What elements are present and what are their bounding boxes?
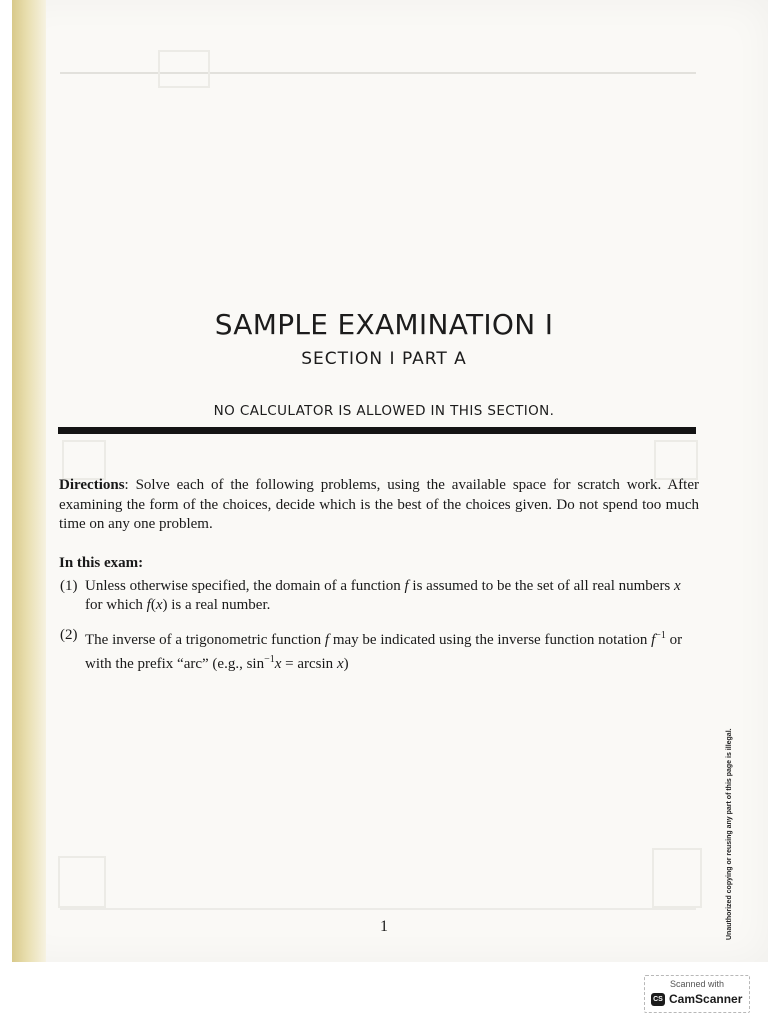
bleed-through-box (158, 50, 210, 88)
calculator-notice: NO CALCULATOR IS ALLOWED IN THIS SECTION. (213, 403, 555, 419)
bleed-through-box (62, 440, 106, 480)
watermark-caption: Scanned with (669, 979, 725, 989)
bleed-through-rule-bottom (60, 908, 696, 910)
exam-note-number: (1) (60, 578, 78, 594)
exam-notes-heading: In this exam: (59, 555, 144, 571)
section-divider (58, 427, 696, 434)
exam-note-1 (60, 577, 700, 615)
bleed-through-box (652, 848, 702, 908)
copyright-notice: Unauthorized copying or reusing any part of this page is illegal. (726, 728, 733, 940)
exam-note-text: The inverse of a trigonometric function f may be indicated using the inverse function notation $f^{-1}$ or with the prefix “arc” (e.g., $\sin^{-1}x = \arcsin x$) (85, 630, 683, 672)
exam-note-2 (60, 626, 700, 674)
section-subtitle: SECTION I PART A (301, 349, 467, 369)
camscanner-watermark (644, 975, 750, 1013)
directions-text: : Solve each of the following problems, using the available space for scratch work. After examining the form of the choices, decide which is the best of the choices given. Do not spend too much time on any one problem. (59, 477, 699, 532)
bleed-through-rule (60, 72, 696, 74)
book-spine-shadow (12, 0, 46, 962)
page-title: SAMPLE EXAMINATION I (214, 308, 554, 341)
bleed-through-box (654, 440, 698, 480)
camscanner-logo-icon: CS (651, 993, 665, 1006)
page-number: 1 (380, 918, 388, 935)
exam-note-text: Unless otherwise specified, the domain of a function f is assumed to be the set of all real numbers x for which f(x) is a real number. (85, 578, 681, 613)
watermark-brand: CamScanner (669, 992, 743, 1006)
directions-paragraph (59, 476, 699, 535)
directions-label: Directions (59, 477, 125, 493)
exam-note-number: (2) (60, 627, 78, 643)
bleed-through-box (58, 856, 106, 908)
